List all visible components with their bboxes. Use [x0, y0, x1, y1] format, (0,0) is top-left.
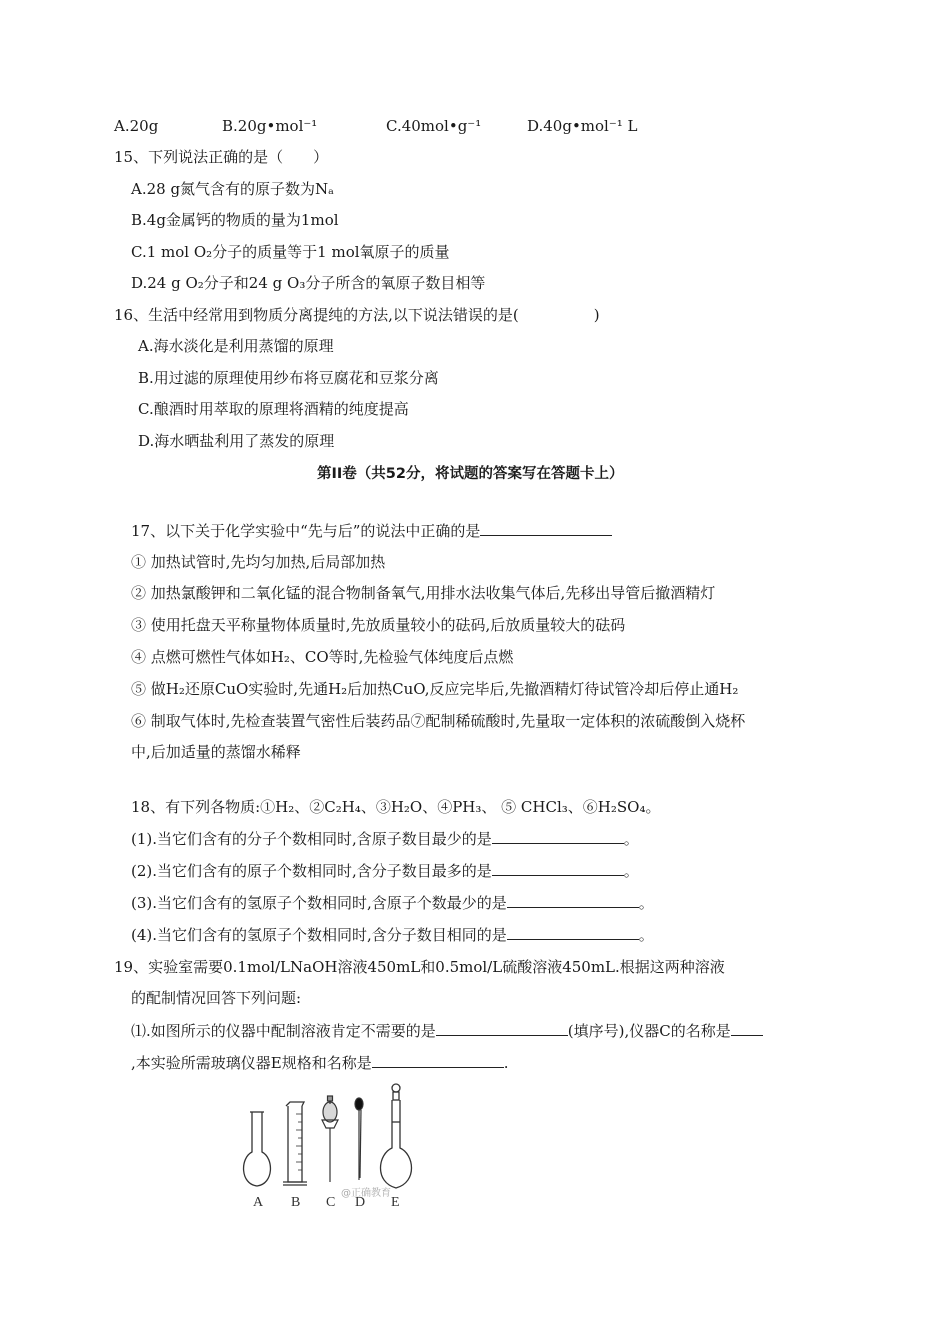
q19-instrument-e-blank[interactable]	[372, 1053, 504, 1068]
q19-part-1-text-b: (填序号),仪器C的名称是	[567, 1022, 731, 1040]
figure-label-a: A	[253, 1195, 264, 1210]
q14-option-b: B.20g•mol⁻¹	[222, 117, 318, 135]
q16-option-d: D.海水晒盐利用了蒸发的原理	[138, 432, 335, 450]
q17-answer-blank[interactable]	[480, 521, 612, 536]
q18-part-1-blank[interactable]	[492, 829, 624, 844]
q17-item-1: ① 加热试管时,先均匀加热,后局部加热	[131, 553, 386, 571]
round-bottom-flask-icon	[244, 1112, 271, 1186]
q19-part-1-end: .	[503, 1054, 509, 1072]
q15-option-d: D.24 g O₂分子和24 g O₃分子所含的氧原子数目相等	[131, 274, 486, 292]
q18-part-3-end: 。	[638, 894, 654, 912]
q17-item-2: ② 加热氯酸钾和二氧化锰的混合物制备氧气,用排水法收集气体后,先移出导管后撤酒精灯	[131, 584, 716, 602]
figure-label-c: C	[326, 1195, 336, 1210]
volumetric-flask-icon	[381, 1084, 412, 1188]
q18-part-2	[131, 861, 639, 881]
q19-part-1-text-a: ⑴.如图所示的仪器中配制溶液肯定不需要的是	[131, 1022, 436, 1040]
watermark: @正确教育	[341, 1188, 391, 1199]
q18-part-2-blank[interactable]	[492, 861, 624, 876]
q17-stem: 17、以下关于化学实验中“先与后”的说法中正确的是	[131, 522, 481, 540]
figure-label-b: B	[291, 1195, 301, 1210]
q18-part-4-text: (4).当它们含有的氢原子个数相同时,含分子数目相同的是	[131, 926, 507, 944]
q18-part-2-end: 。	[623, 862, 639, 880]
q17-item-5: ⑤ 做H₂还原CuO实验时,先通H₂后加热CuO,反应完毕后,先撤酒精灯待试管冷却后停止通H₂	[131, 680, 739, 698]
q17-item-7: 中,后加适量的蒸馏水稀释	[131, 743, 301, 761]
q18-part-1-end: 。	[623, 830, 639, 848]
q16-option-c: C.酿酒时用萃取的原理将酒精的纯度提高	[138, 400, 409, 418]
q19-stem-line1: 19、实验室需要0.1mol/LNaOH溶液450mL和0.5mol/L硫酸溶液450mL.根据这两种溶液	[114, 958, 725, 976]
q17-stem-row	[131, 521, 612, 541]
q14-option-c: C.40mol•g⁻¹	[386, 117, 482, 135]
q17-item-4: ④ 点燃可燃性气体如H₂、CO等时,先检验气体纯度后点燃	[131, 648, 514, 666]
q14-option-d: D.40g•mol⁻¹ L	[527, 117, 638, 135]
q19-part-1-text-c: ,本实验所需玻璃仪器E规格和名称是	[131, 1054, 372, 1072]
q19-unneeded-blank[interactable]	[436, 1021, 568, 1036]
q17-item-3: ③ 使用托盘天平称量物体质量时,先放质量较小的砝码,后放质量较大的砝码	[131, 616, 626, 634]
q15-option-a: A.28 g氮气含有的原子数为Nₐ	[131, 180, 334, 198]
q18-part-4-end: 。	[638, 926, 654, 944]
figure-label-d: D	[355, 1195, 366, 1210]
q16-option-a: A.海水淡化是利用蒸馏的原理	[138, 337, 334, 355]
q14-option-a: A.20g	[114, 117, 159, 135]
q19-part-1-line1	[131, 1021, 763, 1041]
glassware-figure	[238, 1082, 428, 1210]
q17-item-6: ⑥ 制取气体时,先检查装置气密性后装药品⑦配制稀硫酸时,先量取一定体积的浓硫酸倒入烧杯	[131, 712, 746, 730]
q18-part-1-text: (1).当它们含有的分子个数相同时,含原子数目最少的是	[131, 830, 492, 848]
dropper-icon	[355, 1098, 363, 1180]
q18-part-1	[131, 829, 639, 849]
q19-stem-line2: 的配制情况回答下列问题:	[131, 989, 302, 1007]
q15-option-c: C.1 mol O₂分子的质量等于1 mol氧原子的质量	[131, 243, 450, 261]
q19-instrument-c-blank[interactable]	[731, 1021, 763, 1036]
q18-part-4-blank[interactable]	[507, 925, 639, 940]
q18-part-2-text: (2).当它们含有的原子个数相同时,含分子数目最多的是	[131, 862, 492, 880]
q18-part-3-blank[interactable]	[507, 893, 639, 908]
q15-option-b: B.4g金属钙的物质的量为1mol	[131, 211, 339, 229]
figure-label-e: E	[391, 1195, 400, 1210]
q19-part-1-line2	[131, 1053, 509, 1073]
graduated-cylinder-icon	[283, 1102, 307, 1185]
q18-part-3-text: (3).当它们含有的氢原子个数相同时,含原子个数最少的是	[131, 894, 507, 912]
dropper-funnel-icon	[322, 1096, 338, 1182]
q18-part-4	[131, 925, 654, 945]
section-title: 第II卷（共52分，将试题的答案写在答题卡上）	[317, 466, 624, 482]
q16-option-b: B.用过滤的原理使用纱布将豆腐花和豆浆分离	[138, 369, 439, 387]
q16-stem: 16、生活中经常用到物质分离提纯的方法,以下说法错误的是( )	[114, 306, 600, 324]
q18-stem: 18、有下列各物质:①H₂、②C₂H₄、③H₂O、④PH₃、 ⑤ CHCl₃、⑥H₂SO₄。	[131, 798, 661, 816]
q15-stem: 15、下列说法正确的是（ ）	[114, 148, 329, 166]
q18-part-3	[131, 893, 654, 913]
